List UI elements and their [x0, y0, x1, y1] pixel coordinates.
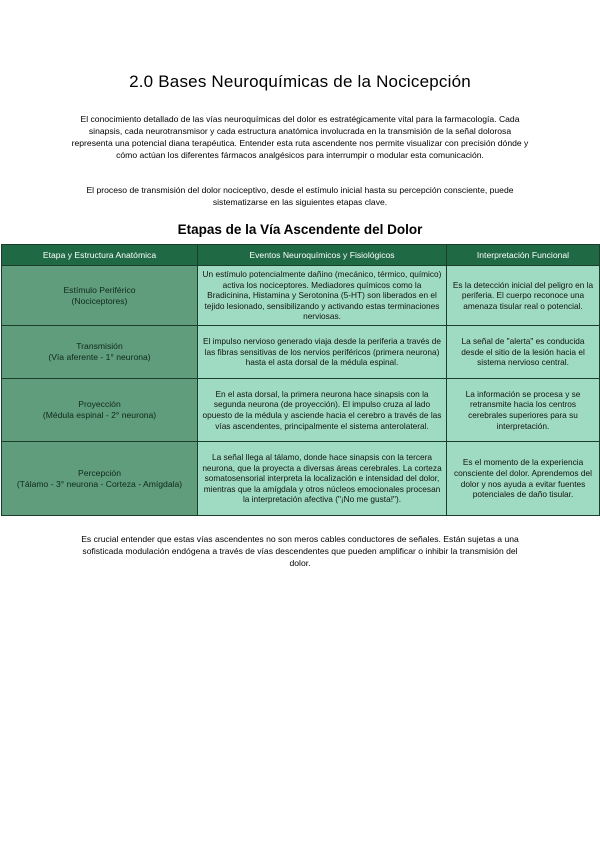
events-cell: El impulso nervioso generado viaja desde la periferia a través de las fibras sensitivas de los nervios periféricos (primera neurona) hasta el asta dorsal de la médula espinal. [198, 326, 447, 379]
interpretation-cell: Es el momento de la experiencia consciente del dolor. Aprendemos del dolor y nos ayuda a evitar fuentes potenciales de daño tisular. [447, 442, 600, 516]
stage-cell [2, 326, 198, 379]
stage-name: Estímulo Periférico [63, 284, 136, 295]
stage-name: Percepción [78, 467, 121, 478]
stage-cell [2, 379, 198, 442]
table-row [2, 266, 600, 326]
table-row [2, 442, 600, 516]
stage-cell [2, 266, 198, 326]
stage-cell [2, 442, 198, 516]
table-row [2, 379, 600, 442]
events-cell: La señal llega al tálamo, donde hace sinapsis con la tercera neurona, que la proyecta a diversas áreas cerebrales. La corteza somatosensorial interpreta la localización e intensidad del dolor, mientras que la amígdala y otros núcleos emocionales procesan la interpretación afectiva ("¡No me gusta!"). [198, 442, 447, 516]
header-interpretation: Interpretación Funcional [447, 245, 600, 266]
interpretation-cell: La información se procesa y se retransmite hacia los centros cerebrales superiores para su interpretación. [447, 379, 600, 442]
stage-name: Transmisión [76, 341, 123, 351]
intro-paragraph-1: El conocimiento detallado de las vías neuroquímicas del dolor es estratégicamente vital para la farmacología. Cada sinapsis, cada neurotransmisor y cada estructura anatómica involucrada en la transmisión de la señal dolorosa representa una potencial diana terapéutica. Entender esta ruta ascendente nos permite visualizar con precisión dónde y cómo actúan los diferentes fármacos analgésicos para interrumpir o modular esta comunicación. [71, 114, 529, 160]
page-title: 2.0 Bases Neuroquímicas de la Nocicepción [129, 72, 471, 91]
stage-structure: (Tálamo - 3° neurona - Corteza - Amígdala) [16, 478, 183, 489]
pain-pathway-table [1, 244, 600, 516]
table-title: Etapas de la Vía Ascendente del Dolor [177, 222, 423, 237]
table-row [2, 326, 600, 379]
stage-structure: (Nociceptores) [71, 295, 128, 306]
stage-structure: (Médula espinal - 2° neurona) [42, 410, 157, 420]
header-events: Eventos Neuroquímicos y Fisiológicos [198, 245, 447, 266]
events-cell: Un estímulo potencialmente dañino (mecánico, térmico, químico) activa los nociceptores. Mediadores químicos como la Bradicinina, Histamina y Serotonina (5-HT) son liberados en el tejido lesionado, sensibilizando y activando estas terminaciones nerviosas. [198, 266, 447, 326]
header-stage: Etapa y Estructura Anatómica [2, 245, 198, 266]
table-header-row [2, 245, 600, 266]
interpretation-cell: La señal de "alerta" es conducida desde el sitio de la lesión hacia el sistema nervioso central. [447, 326, 600, 379]
intro-paragraph-2: El proceso de transmisión del dolor nociceptivo, desde el estímulo inicial hasta su percepción consciente, puede sistematizarse en las siguientes etapas clave. [86, 185, 514, 207]
stage-structure: (Vía aferente - 1° neurona) [48, 352, 151, 362]
interpretation-cell: Es la detección inicial del peligro en la periferia. El cuerpo reconoce una amenaza tisular real o potencial. [447, 266, 600, 326]
stage-name: Proyección [78, 399, 121, 409]
events-cell: En el asta dorsal, la primera neurona hace sinapsis con la segunda neurona (de proyección). El impulso cruza al lado opuesto de la médula y asciende hacia el cerebro a través de las vías ascendentes, principalmente el sistema anterolateral. [198, 379, 447, 442]
closing-paragraph: Es crucial entender que estas vías ascendentes no son meros cables conductores de señales. Están sujetas a una sofisticada modulación endógena a través de vías descendentes que pueden amplificar o inhibir la transmisión del dolor. [81, 534, 519, 568]
